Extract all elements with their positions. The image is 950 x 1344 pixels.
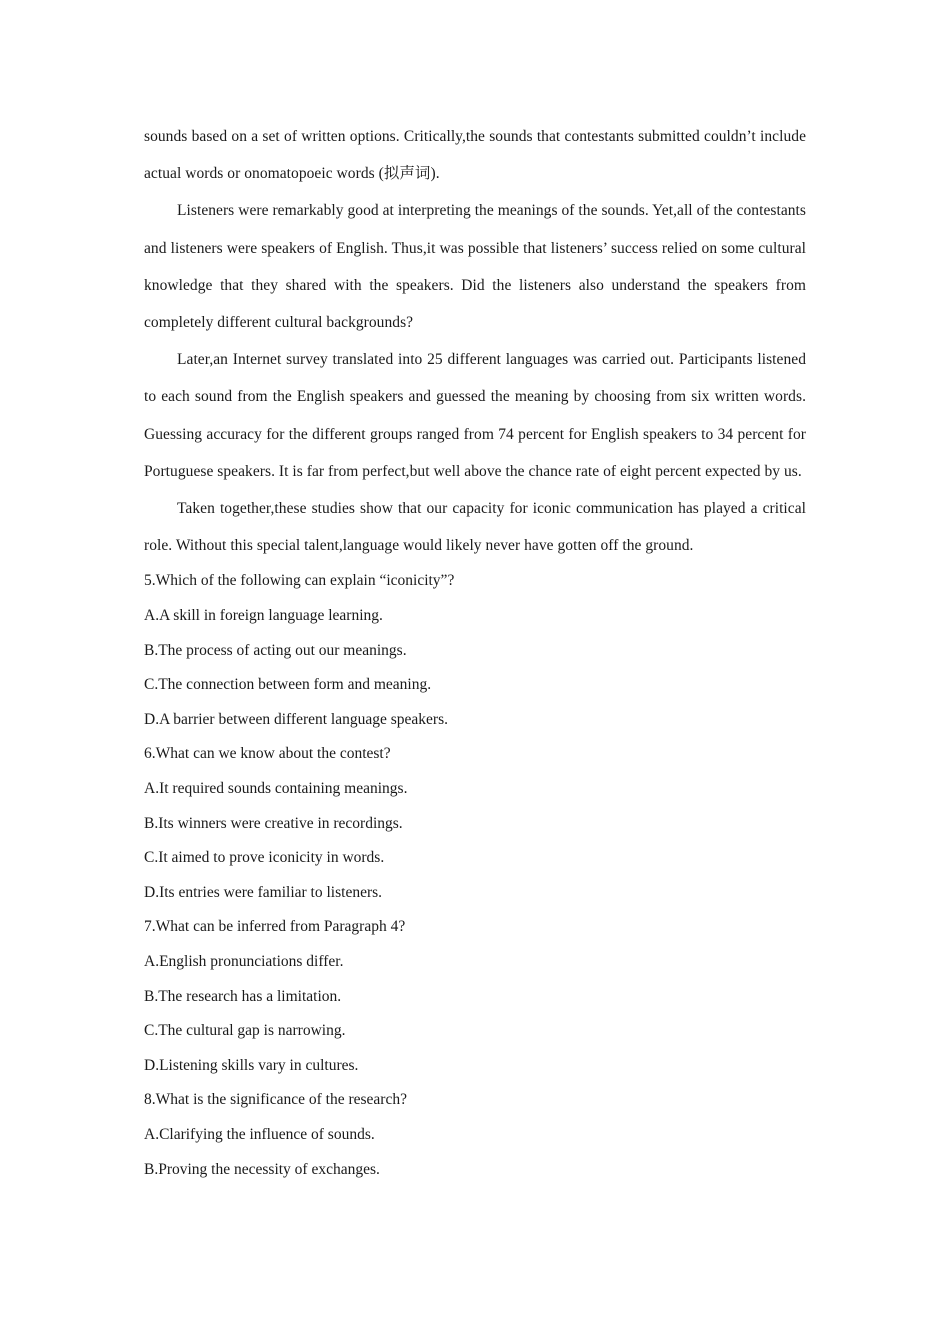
passage-paragraph-conclusion: Taken together,these studies show that our capacity for iconic communication has played a critical role. Without this special talent,language would likely never have gotten off the ground. [144, 500, 806, 555]
passage-paragraph-survey: Later,an Internet survey translated into 25 different languages was carried out. Participants listened to each sound from the English speakers and guessed the meaning by choosing from six written words. Guessing accuracy for the different groups ranged from 74 percent for English speakers to 34 percent for Portuguese speakers. It is far from perfect,but well above the chance rate of eight percent expected by us. [144, 351, 806, 480]
question-7 [144, 910, 806, 1083]
question-8 [144, 1083, 806, 1187]
question-option: C.The connection between form and meaning. [144, 676, 432, 694]
question-option: B.Its winners were creative in recordings. [144, 814, 403, 832]
question-option: C.It aimed to prove iconicity in words. [144, 849, 385, 867]
passage-paragraph-continued: sounds based on a set of written options. Critically,the sounds that contestants submitted couldn’t include actual words or onomatopoeic words (拟声词). [144, 128, 806, 183]
question-option: C.The cultural gap is narrowing. [144, 1022, 346, 1040]
passage-paragraph-listeners: Listeners were remarkably good at interpreting the meanings of the sounds. Yet,all of the contestants and listeners were speakers of English. Thus,it was possible that listeners’ success relied on some cultural knowledge that they shared with the speakers. Did the listeners also understand the speakers from completely different cultural backgrounds? [144, 202, 806, 332]
question-option: A.Clarifying the influence of sounds. [144, 1125, 375, 1143]
document-page [144, 118, 806, 1187]
question-option: A.A skill in foreign language learning. [144, 607, 383, 625]
question-stem: 6.What can we know about the contest? [144, 745, 391, 763]
question-stem: 8.What is the significance of the research? [144, 1091, 407, 1109]
question-option: A.It required sounds containing meanings. [144, 780, 408, 797]
question-option: B.The research has a limitation. [144, 987, 342, 1005]
question-stem: 7.What can be inferred from Paragraph 4? [144, 918, 406, 936]
question-option: D.A barrier between different language speakers. [144, 710, 448, 728]
question-5 [144, 564, 806, 737]
question-6 [144, 737, 806, 910]
question-option: D.Its entries were familiar to listeners. [144, 883, 383, 901]
question-option: D.Listening skills vary in cultures. [144, 1056, 359, 1074]
question-option: A.English pronunciations differ. [144, 952, 344, 970]
question-option: B.Proving the necessity of exchanges. [144, 1160, 380, 1178]
question-stem: 5.Which of the following can explain “iconicity”? [144, 572, 455, 590]
question-option: B.The process of acting out our meanings. [144, 641, 407, 659]
